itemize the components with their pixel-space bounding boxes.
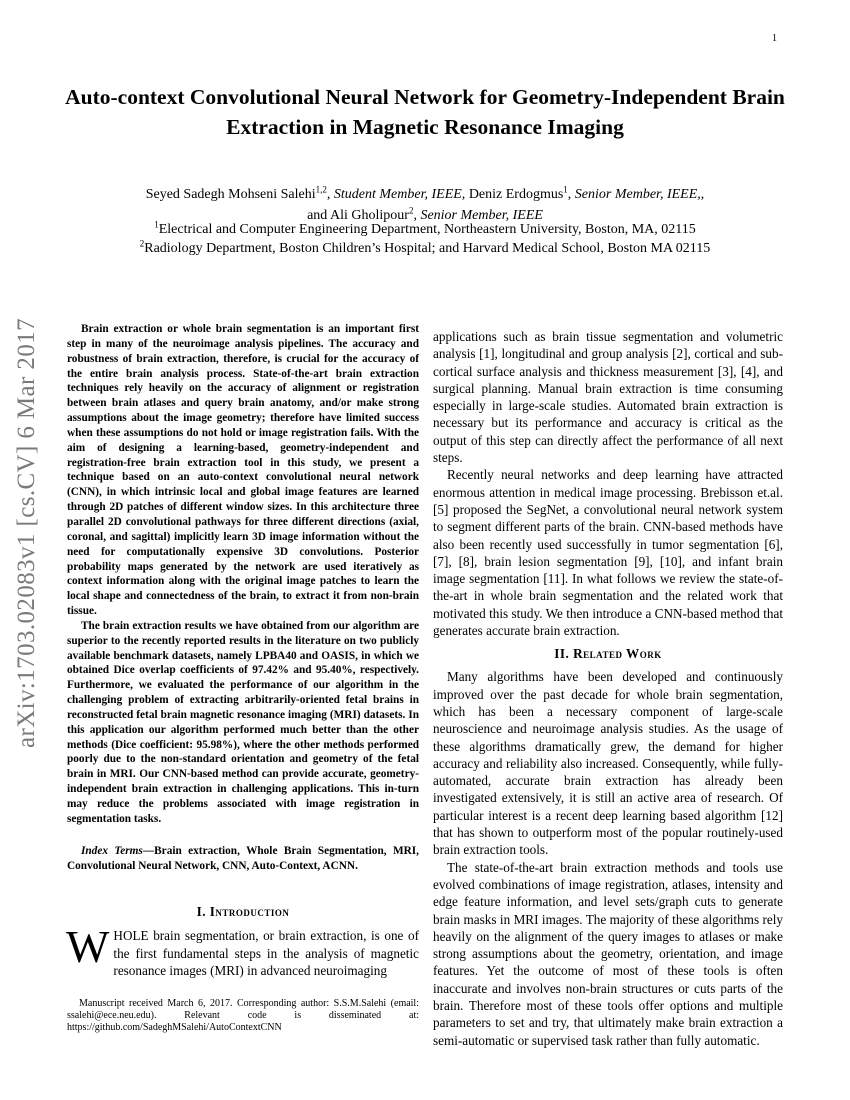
author-1-role: Student Member, IEEE,	[333, 187, 466, 202]
affiliation-1-sup: 1	[154, 219, 159, 230]
intro-lead-word: HOLE	[113, 928, 149, 944]
paper-title: Auto-context Convolutional Neural Network for Geometry-Independent Brain Extraction in Magnetic Resonance Imaging	[65, 85, 785, 139]
author-1-name: Seyed Sadegh Mohseni Salehi	[145, 187, 316, 202]
arxiv-identifier: arXiv:1703.02083v1 [cs.CV] 6 Mar 2017	[13, 317, 40, 748]
affiliation-1	[60, 220, 790, 239]
right-paragraph-2: Recently neural networks and deep learning have attracted enormous attention in medical image processing. Brebisson et.al. [5] proposed the SegNet, a convolutional neural network system to segment different parts of the brain. CNN-based methods have also been recently used successfully in tumor segmentation [6], [7], [8], brain lesion segmentation [9], [10], and infant brain image segmentation [11]. In what follows we review the state-of-the-art in whole brain segmentation and the related work that motivated this study. We then introduce a CNN-based method that generates accurate brain extraction.	[433, 467, 783, 639]
index-terms-label: Index Terms	[81, 844, 143, 857]
left-column	[67, 322, 419, 979]
affiliation-1-text: Electrical and Computer Engineering Department, Northeastern University, Boston, MA, 02115	[158, 222, 696, 237]
author-3-role: Senior Member, IEEE	[420, 208, 543, 223]
affiliation-2-text: Radiology Department, Boston Children’s Hospital; and Harvard Medical School, Boston MA 02115	[144, 241, 711, 256]
author-3-sup: 2	[408, 205, 414, 216]
abstract-paragraph-1: Brain extraction or whole brain segmentation is an important first step in many of the neuroimage analysis pipelines. The accuracy and robustness of brain extraction, therefore, is crucial for the accuracy of the entire brain analysis process. State-of-the-art brain extraction techniques rely heavily on the accuracy of alignment or registration between brain atlases and query brain anatomy, and/or make strong assumptions about the image geometry; therefore have limited success when these assumptions do not hold or image registration fails. With the aim of designing a learning-based, geometry-independent and registration-free brain extraction tool in this study, we present a technique based on an auto-context convolutional neural network (CNN), in which intrinsic local and global image features are learned through 2D patches of different window sizes. In this architecture three parallel 2D convolutional pathways for three different directions (axial, coronal, and sagittal) implicitly learn 3D image information without the need for computationally expensive 3D convolutions. Posterior probability maps generated by the network are used iteratively as context information along with the original image patches to learn the local shape and connectedness of the brain, to extract it from non-brain tissue.	[67, 323, 419, 618]
author-list: Seyed Sadegh Mohseni Salehi$^{1,2}$, Student Member, IEEE, Deniz Erdogmus$^1$, Senior Member, IEEE,, and Ali Gholipour$^2$, Senior Member, IEEE	[145, 184, 705, 223]
drop-cap: W	[66, 921, 110, 973]
affiliation-2-sup: 2	[139, 238, 145, 249]
author-2-name: Deniz Erdogmus	[468, 187, 564, 202]
index-terms	[67, 844, 419, 874]
intro-paragraph	[66, 921, 419, 979]
author-2-trail: ,	[700, 187, 705, 202]
section-heading-related-work: II. Related Work	[554, 646, 662, 662]
author-2-sup: 1	[563, 184, 568, 195]
right-paragraph-3: Many algorithms have been developed and continuously improved over the past decade for whole brain segmentation, which has been a necessary component of large-scale neuroscience and neuroimage analysis studies. As the usage of these algorithms dramatically grew, the demand for higher accuracy and reliability also increased. Consequently, while fully-automated, accurate brain extraction has already been investigated extensively, it is still an active area of research. Of particular interest is a recent deep learning based algorithm [12] that has shown to outperform most of the popular routinely-used brain extraction tools.	[433, 669, 783, 858]
section-heading-introduction: I. Introduction	[196, 904, 290, 920]
affiliation-2	[60, 239, 790, 258]
arxiv-sidebar	[10, 296, 50, 776]
right-paragraph-4: The state-of-the-art brain extraction methods and tools use evolved combinations of image registration, atlases, intensity and edge feature information, and level sets/graph cuts to generate brain masks in MRI images. The majority of these algorithms rely heavily on the alignment of the query images to atlases or make strong assumptions about the geometry, orientation, and image features. Yet the outcome of most of these tools is often inaccurate and involves non-brain structures or cuts parts of the brain. Therefore most of these tools offer options and multiple parameters to set and try, that ultimately make brain extraction a semi-automatic or supervised task rather than fully automatic.	[433, 859, 783, 1048]
author-1-sup: 1,2	[315, 184, 327, 195]
footnote-text: Manuscript received March 6, 2017. Corresponding author: S.S.M.Salehi (email: ssalehi@ece.neu.edu). Relevant code is disseminated at: https://github.com/SadeghMSalehi/AutoContextCNN	[67, 998, 419, 1033]
footnote	[67, 998, 419, 1034]
right-column	[433, 328, 783, 1049]
intro-text: brain segmentation, or brain extraction, is one of the first fundamental steps in the analysis of magnetic resonance images (MRI) in advanced neuroimaging	[113, 928, 419, 978]
right-paragraph-1: applications such as brain tissue segmentation and volumetric analysis [1], longitudinal and group analysis [2], cortical and sub-cortical surface analysis and thickness measurement [3], [4], and surgical planning. Manual brain extraction is time consuming especially in large-scale studies. Automated brain extraction is necessary but its performance and accuracy is critical as the output of this step can directly affect the performance of all next steps.	[433, 329, 783, 466]
author-3-name: and Ali Gholipour	[307, 208, 409, 223]
page-number: 1	[772, 33, 777, 44]
affiliations	[60, 220, 790, 258]
author-2-role: Senior Member, IEEE,	[574, 187, 701, 202]
abstract-paragraph-2: The brain extraction results we have obtained from our algorithm are superior to the recently reported results in the literature on two publicly available benchmark datasets, namely LPBA40 and OASIS, in which we obtained Dice overlap coefficients of 97.42% and 95.40%, respectively. Furthermore, we evaluated the performance of our algorithm in the challenging problem of extracting arbitrarily-oriented fetal brains in reconstructed fetal brain magnetic resonance imaging (MRI) datasets. In this application our algorithm performed much better than the other methods (Dice coefficient: 95.98%), where the other methods performed poorly due to the non-standard orientation and geometry of the fetal brain in MRI. Our CNN-based method can provide accurate, geometry-independent brain extraction in challenging applications. This in-turn may reduce the problems associated with image registration in segmentation tasks.	[67, 619, 419, 825]
index-terms-text: —Brain extraction, Whole Brain Segmentation, MRI, Convolutional Neural Network, CNN, Auto-Context, ACNN.	[67, 844, 419, 872]
